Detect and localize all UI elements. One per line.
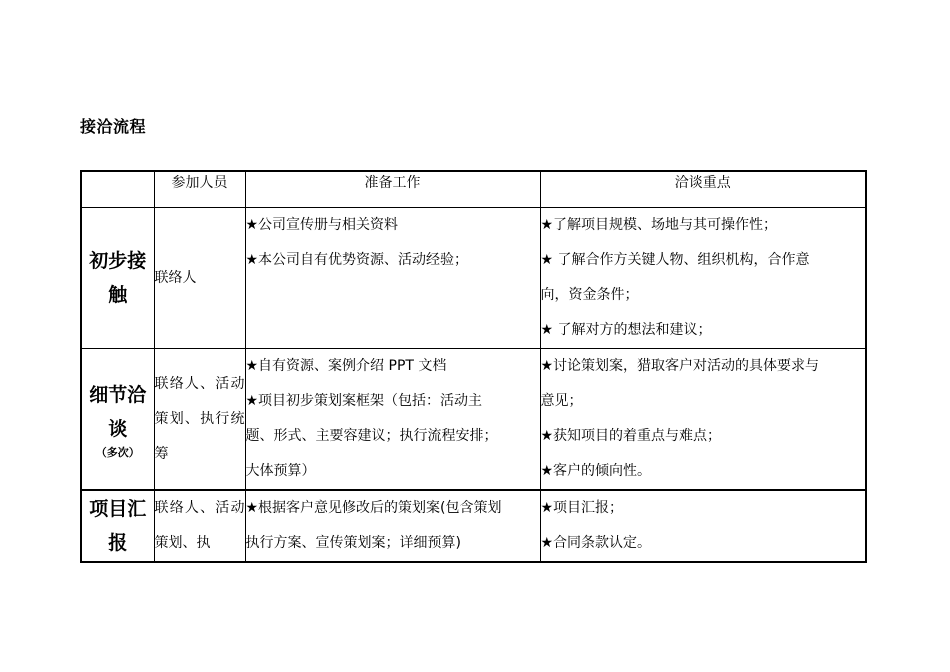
- negotiation-process-table: [80, 170, 867, 563]
- header-cell-participants: 参加人员: [154, 171, 245, 208]
- preparation-item: ★自有资源、案例介绍 PPT 文档: [245, 358, 447, 374]
- focus-item: 意见；: [540, 393, 583, 409]
- stage-name-line: 报: [108, 532, 128, 554]
- page-title: 接洽流程: [80, 117, 147, 136]
- focus-cell: [540, 349, 866, 491]
- focus-item: ★获知项目的着重点与难点；: [540, 428, 722, 444]
- participants-cell: 联络人、活动策划、执: [154, 490, 245, 562]
- preparation-cell: [245, 208, 540, 349]
- focus-item: ★客户的倾向性。: [540, 463, 652, 479]
- preparation-item: 大体预算）: [245, 463, 316, 479]
- focus-item: ★讨论策划案，猎取客户对活动的具体要求与: [540, 358, 820, 374]
- participants-cell: 联络人: [154, 208, 245, 349]
- preparation-item: ★公司宣传册与相关资料: [245, 217, 399, 233]
- stage-cell: [81, 349, 154, 491]
- focus-item: ★项目汇报；: [540, 500, 624, 516]
- header-cell-focus: 洽谈重点: [540, 171, 866, 208]
- focus-cell: [540, 208, 866, 349]
- stage-name-line: 谈: [108, 418, 128, 440]
- header-cell-preparation: 准备工作: [245, 171, 540, 208]
- stage-cell: [81, 208, 154, 349]
- preparation-item: 题、形式、主要容建议；执行流程安排；: [245, 428, 498, 444]
- participants-cell: 联络人、活动策划、执行统筹: [154, 349, 245, 491]
- focus-item: ★合同条款认定。: [540, 535, 652, 551]
- table-row: [81, 349, 866, 491]
- preparation-item: 执行方案、宣传策划案；详细预算): [245, 535, 461, 551]
- stage-cell: [81, 490, 154, 562]
- header-cell-stage: [81, 171, 154, 208]
- focus-item: ★ 了解对方的想法和建议；: [540, 322, 712, 338]
- table-header-row: [81, 171, 866, 208]
- preparation-cell: [245, 490, 540, 562]
- focus-item: 向，资金条件；: [540, 287, 639, 303]
- preparation-item: ★项目初步策划案框架（包括：活动主: [245, 393, 483, 409]
- stage-name-line: 项目汇: [89, 498, 147, 520]
- preparation-item: ★根据客户意见修改后的策划案(包含策划: [245, 500, 502, 516]
- focus-item: ★ 了解合作方关键人物、组织机构，合作意: [540, 252, 810, 268]
- preparation-cell: [245, 349, 540, 491]
- focus-cell: [540, 490, 866, 562]
- stage-name-line: 初步接: [89, 250, 147, 272]
- table-row: [81, 208, 866, 349]
- preparation-item: ★本公司自有优势资源、活动经验；: [245, 252, 469, 268]
- stage-name-line: 触: [108, 284, 128, 306]
- table-row: [81, 490, 866, 562]
- focus-item: ★了解项目规模、场地与其可操作性；: [540, 217, 778, 233]
- stage-name-line: 细节洽: [89, 384, 147, 406]
- stage-note: （多次）: [95, 446, 140, 459]
